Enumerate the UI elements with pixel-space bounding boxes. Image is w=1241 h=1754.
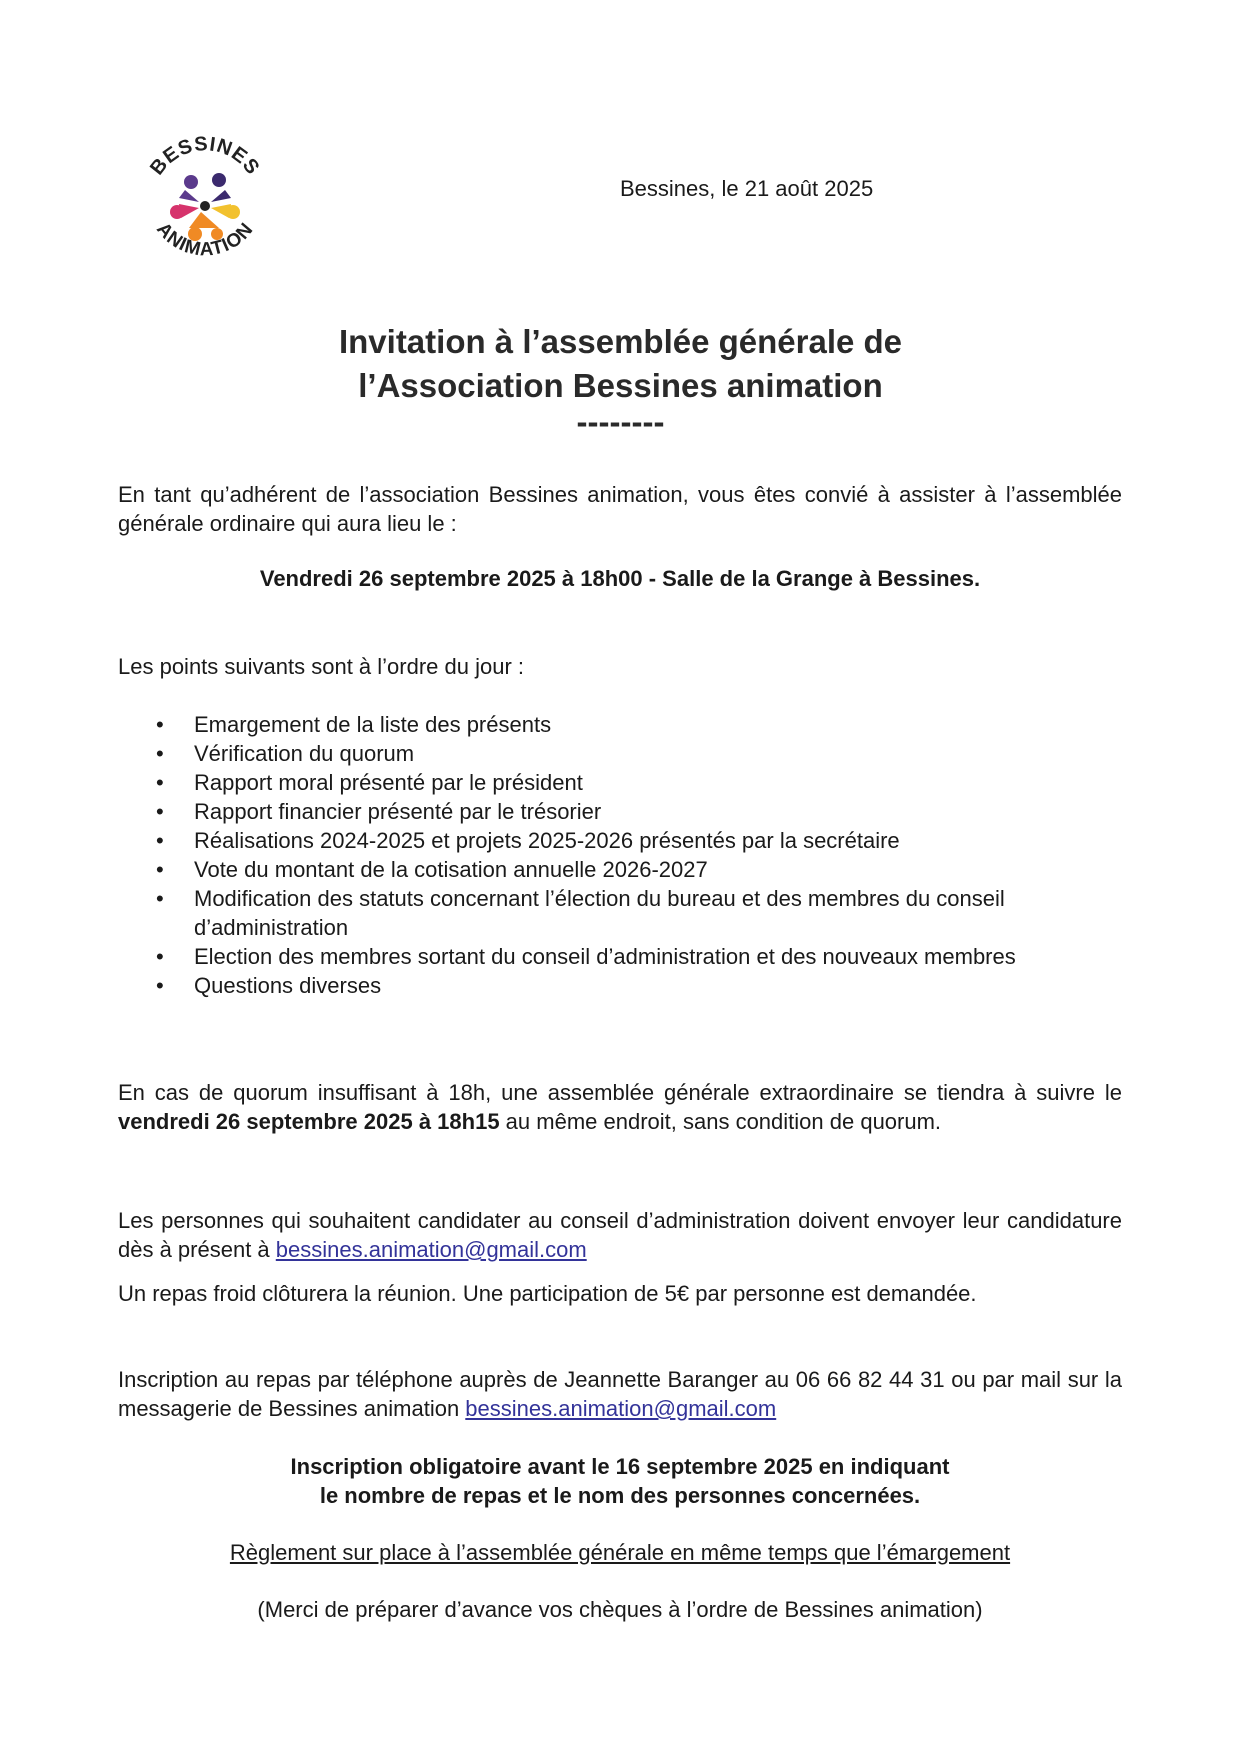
meeting-details: Vendredi 26 septembre 2025 à 18h00 - Salle de la Grange à Bessines. — [259, 566, 981, 591]
bullet-icon: • — [156, 857, 164, 882]
bullet-icon: • — [156, 770, 164, 795]
list-item: • Emargement de la liste des présents — [156, 712, 552, 737]
list-item: • Modification des statuts concernant l’élection du bureau et des membres du conseil d’administration — [156, 886, 1005, 940]
bullet-icon: • — [156, 973, 164, 998]
title-line-1: Invitation à l’assemblée générale de — [338, 323, 903, 360]
bessines-animation-logo — [140, 126, 270, 286]
email-link[interactable]: bessines.animation@gmail.com — [465, 1396, 777, 1421]
agenda-list — [150, 710, 1130, 1000]
title-separator: -------- — [576, 403, 665, 440]
list-item: • Election des membres sortant du conseil d’administration et des nouveaux membres — [156, 944, 1016, 969]
cheques-note: (Merci de préparer d’avance vos chèques à l’ordre de Bessines animation) — [257, 1597, 983, 1622]
list-item: • Vérification du quorum — [156, 741, 415, 766]
page-title — [0, 320, 1241, 440]
payment-notice: Règlement sur place à l’assemblée générale en même temps que l’émargement — [229, 1540, 1011, 1565]
list-item: • Réalisations 2024-2025 et projets 2025-2026 présentés par la secrétaire — [156, 828, 900, 853]
candidates-paragraph: Les personnes qui souhaitent candidater au conseil d’administration doivent envoyer leur candidature dès à présent à bessines.animation@gmail.com — [118, 1208, 1122, 1262]
bullet-icon: • — [156, 741, 164, 766]
bullet-icon: • — [156, 712, 164, 737]
bullet-icon: • — [156, 828, 164, 853]
deadline-notice: Inscription obligatoire avant le 16 septembre 2025 en indiquant le nombre de repas et le nom des personnes concernées. — [290, 1454, 950, 1508]
bullet-icon: • — [156, 886, 164, 911]
meal-paragraph: Un repas froid clôturera la réunion. Une participation de 5€ par personne est demandée. — [118, 1281, 977, 1306]
svg-text:ANIMATION: ANIMATION — [152, 218, 258, 261]
bullet-icon: • — [156, 799, 164, 824]
extraordinary-meeting-time: vendredi 26 septembre 2025 à 18h15 — [118, 1109, 500, 1134]
registration-paragraph: Inscription au repas par téléphone auprès de Jeannette Baranger au 06 66 82 44 31 ou par mail sur la messagerie de Bessines animation bessines.animation@gmail.com — [118, 1367, 1122, 1421]
letter-date: Bessines, le 21 août 2025 — [620, 176, 874, 201]
list-item: • Rapport moral présenté par le président — [156, 770, 583, 795]
bullet-icon: • — [156, 944, 164, 969]
list-item: • Rapport financier présenté par le trésorier — [156, 799, 602, 824]
list-item: • Vote du montant de la cotisation annuelle 2026-2027 — [156, 857, 708, 882]
svg-text:BESSINES: BESSINES — [146, 132, 265, 180]
list-item: • Questions diverses — [156, 973, 382, 998]
intro-paragraph: En tant qu’adhérent de l’association Bessines animation, vous êtes convié à assister à l’assemblée générale ordinaire qui aura lieu le : — [118, 482, 1122, 536]
email-link[interactable]: bessines.animation@gmail.com — [275, 1237, 587, 1262]
agenda-intro: Les points suivants sont à l’ordre du jour : — [118, 654, 525, 679]
quorum-paragraph: En cas de quorum insuffisant à 18h, une assemblée générale extraordinaire se tiendra à suivre le vendredi 26 septembre 2025 à 18h15 au même endroit, sans condition de quorum. — [118, 1080, 1122, 1134]
title-line-2: l’Association Bessines animation — [358, 367, 883, 404]
